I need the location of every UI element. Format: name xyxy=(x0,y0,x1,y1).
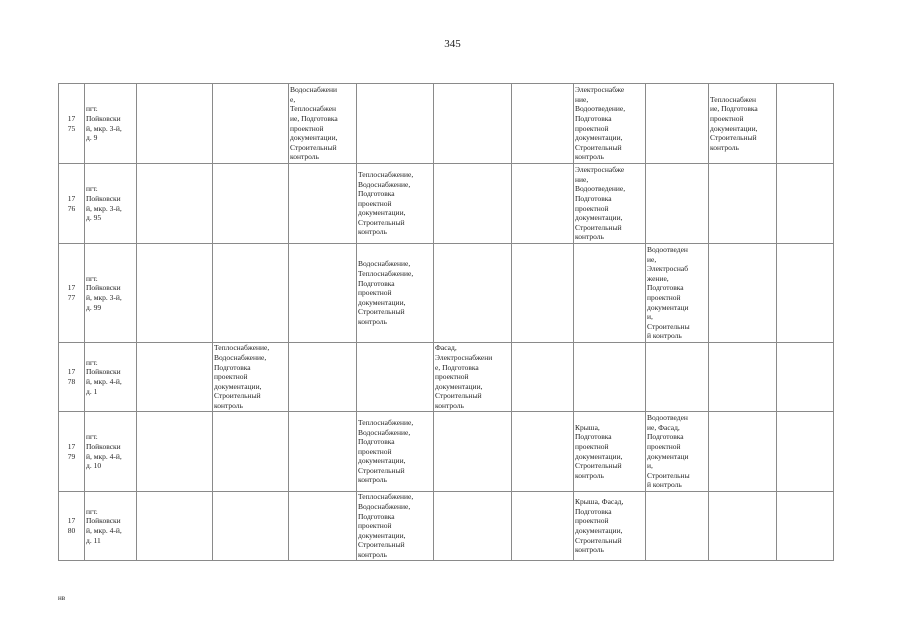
work-type-cell xyxy=(434,412,512,492)
work-type-cell: Теплоснабжение, Водоснабжение, Подготовка проектной документации, Строительный контроль xyxy=(213,343,289,412)
work-type-cell xyxy=(646,343,709,412)
work-type-cell xyxy=(709,492,777,561)
work-type-cell xyxy=(512,244,574,343)
work-type-cell: Теплоснабжен ие, Подготовка проектной документации, Строительный контроль xyxy=(709,84,777,164)
work-type-cell xyxy=(646,492,709,561)
work-type-cell xyxy=(709,164,777,244)
work-type-cell: Электроснабже ние, Водоотведение, Подготовка проектной документации, Строительный контроль xyxy=(574,84,646,164)
work-type-cell xyxy=(646,164,709,244)
work-type-cell xyxy=(213,164,289,244)
work-type-cell xyxy=(574,244,646,343)
work-type-cell xyxy=(357,343,434,412)
work-type-cell: Фасад, Электроснабжени е, Подготовка проектной документации, Строительный контроль xyxy=(434,343,512,412)
work-type-cell xyxy=(777,84,834,164)
work-type-cell xyxy=(357,84,434,164)
work-type-cell xyxy=(289,492,357,561)
work-type-cell: Водоснабжение, Теплоснабжение, Подготовка проектной документации, Строительный контроль xyxy=(357,244,434,343)
work-type-cell xyxy=(137,164,213,244)
row-number-cell: 17 75 xyxy=(59,84,85,164)
footer-mark: нв xyxy=(58,594,66,602)
work-type-cell xyxy=(289,343,357,412)
table-row xyxy=(59,412,834,492)
table-row xyxy=(59,492,834,561)
address-cell: пгт. Пойковски й, мкр. 4-й, д. 11 xyxy=(85,492,137,561)
work-type-cell xyxy=(137,343,213,412)
row-number-cell: 17 80 xyxy=(59,492,85,561)
work-type-cell xyxy=(137,412,213,492)
work-type-cell xyxy=(137,84,213,164)
work-type-cell xyxy=(213,244,289,343)
work-type-cell: Крыша, Подготовка проектной документации, Строительный контроль xyxy=(574,412,646,492)
table-row xyxy=(59,343,834,412)
work-type-cell xyxy=(777,492,834,561)
work-type-cell: Водоотведен ие, Электроснаб жение, Подготовка проектной документаци и, Строительны й контроль xyxy=(646,244,709,343)
work-type-cell: Электроснабже ние, Водоотведение, Подготовка проектной документации, Строительный контроль xyxy=(574,164,646,244)
row-number-cell: 17 78 xyxy=(59,343,85,412)
work-type-cell xyxy=(289,412,357,492)
work-type-cell: Теплоснабжение, Водоснабжение, Подготовка проектной документации, Строительный контроль xyxy=(357,492,434,561)
work-type-cell xyxy=(434,492,512,561)
work-type-cell xyxy=(709,343,777,412)
address-cell: пгт. Пойковски й, мкр. 3-й, д. 99 xyxy=(85,244,137,343)
work-type-cell xyxy=(777,343,834,412)
table-body xyxy=(59,84,834,561)
work-type-cell xyxy=(777,412,834,492)
work-type-cell xyxy=(512,412,574,492)
work-type-cell xyxy=(512,492,574,561)
work-type-cell: Теплоснабжение, Водоснабжение, Подготовка проектной документации, Строительный контроль xyxy=(357,412,434,492)
table-row xyxy=(59,244,834,343)
work-type-cell xyxy=(213,412,289,492)
work-type-cell xyxy=(574,343,646,412)
page-number: 345 xyxy=(444,38,461,50)
work-type-cell xyxy=(512,343,574,412)
work-type-cell xyxy=(434,244,512,343)
work-type-cell xyxy=(709,244,777,343)
work-type-cell xyxy=(709,412,777,492)
row-number-cell: 17 79 xyxy=(59,412,85,492)
work-type-cell xyxy=(434,164,512,244)
capital-repair-table xyxy=(58,83,834,561)
work-type-cell xyxy=(213,492,289,561)
address-cell: пгт. Пойковски й, мкр. 3-й, д. 95 xyxy=(85,164,137,244)
address-cell: пгт. Пойковски й, мкр. 4-й, д. 10 xyxy=(85,412,137,492)
work-type-cell xyxy=(777,244,834,343)
work-type-cell: Крыша, Фасад, Подготовка проектной документации, Строительный контроль xyxy=(574,492,646,561)
work-type-cell: Водоотведен ие, Фасад, Подготовка проектной документаци и, Строительны й контроль xyxy=(646,412,709,492)
work-type-cell xyxy=(512,84,574,164)
work-type-cell xyxy=(137,492,213,561)
work-type-cell xyxy=(777,164,834,244)
work-type-cell xyxy=(213,84,289,164)
address-cell: пгт. Пойковски й, мкр. 4-й, д. 1 xyxy=(85,343,137,412)
table-row xyxy=(59,164,834,244)
row-number-cell: 17 76 xyxy=(59,164,85,244)
work-type-cell xyxy=(137,244,213,343)
work-type-cell xyxy=(512,164,574,244)
table-row xyxy=(59,84,834,164)
work-type-cell xyxy=(289,244,357,343)
address-cell: пгт. Пойковски й, мкр. 3-й, д. 9 xyxy=(85,84,137,164)
work-type-cell xyxy=(289,164,357,244)
row-number-cell: 17 77 xyxy=(59,244,85,343)
work-type-cell xyxy=(434,84,512,164)
work-type-cell: Водоснабжени е, Теплоснабжен ие, Подготовка проектной документации, Строительный контроль xyxy=(289,84,357,164)
work-type-cell: Теплоснабжение, Водоснабжение, Подготовка проектной документации, Строительный контроль xyxy=(357,164,434,244)
work-type-cell xyxy=(646,84,709,164)
